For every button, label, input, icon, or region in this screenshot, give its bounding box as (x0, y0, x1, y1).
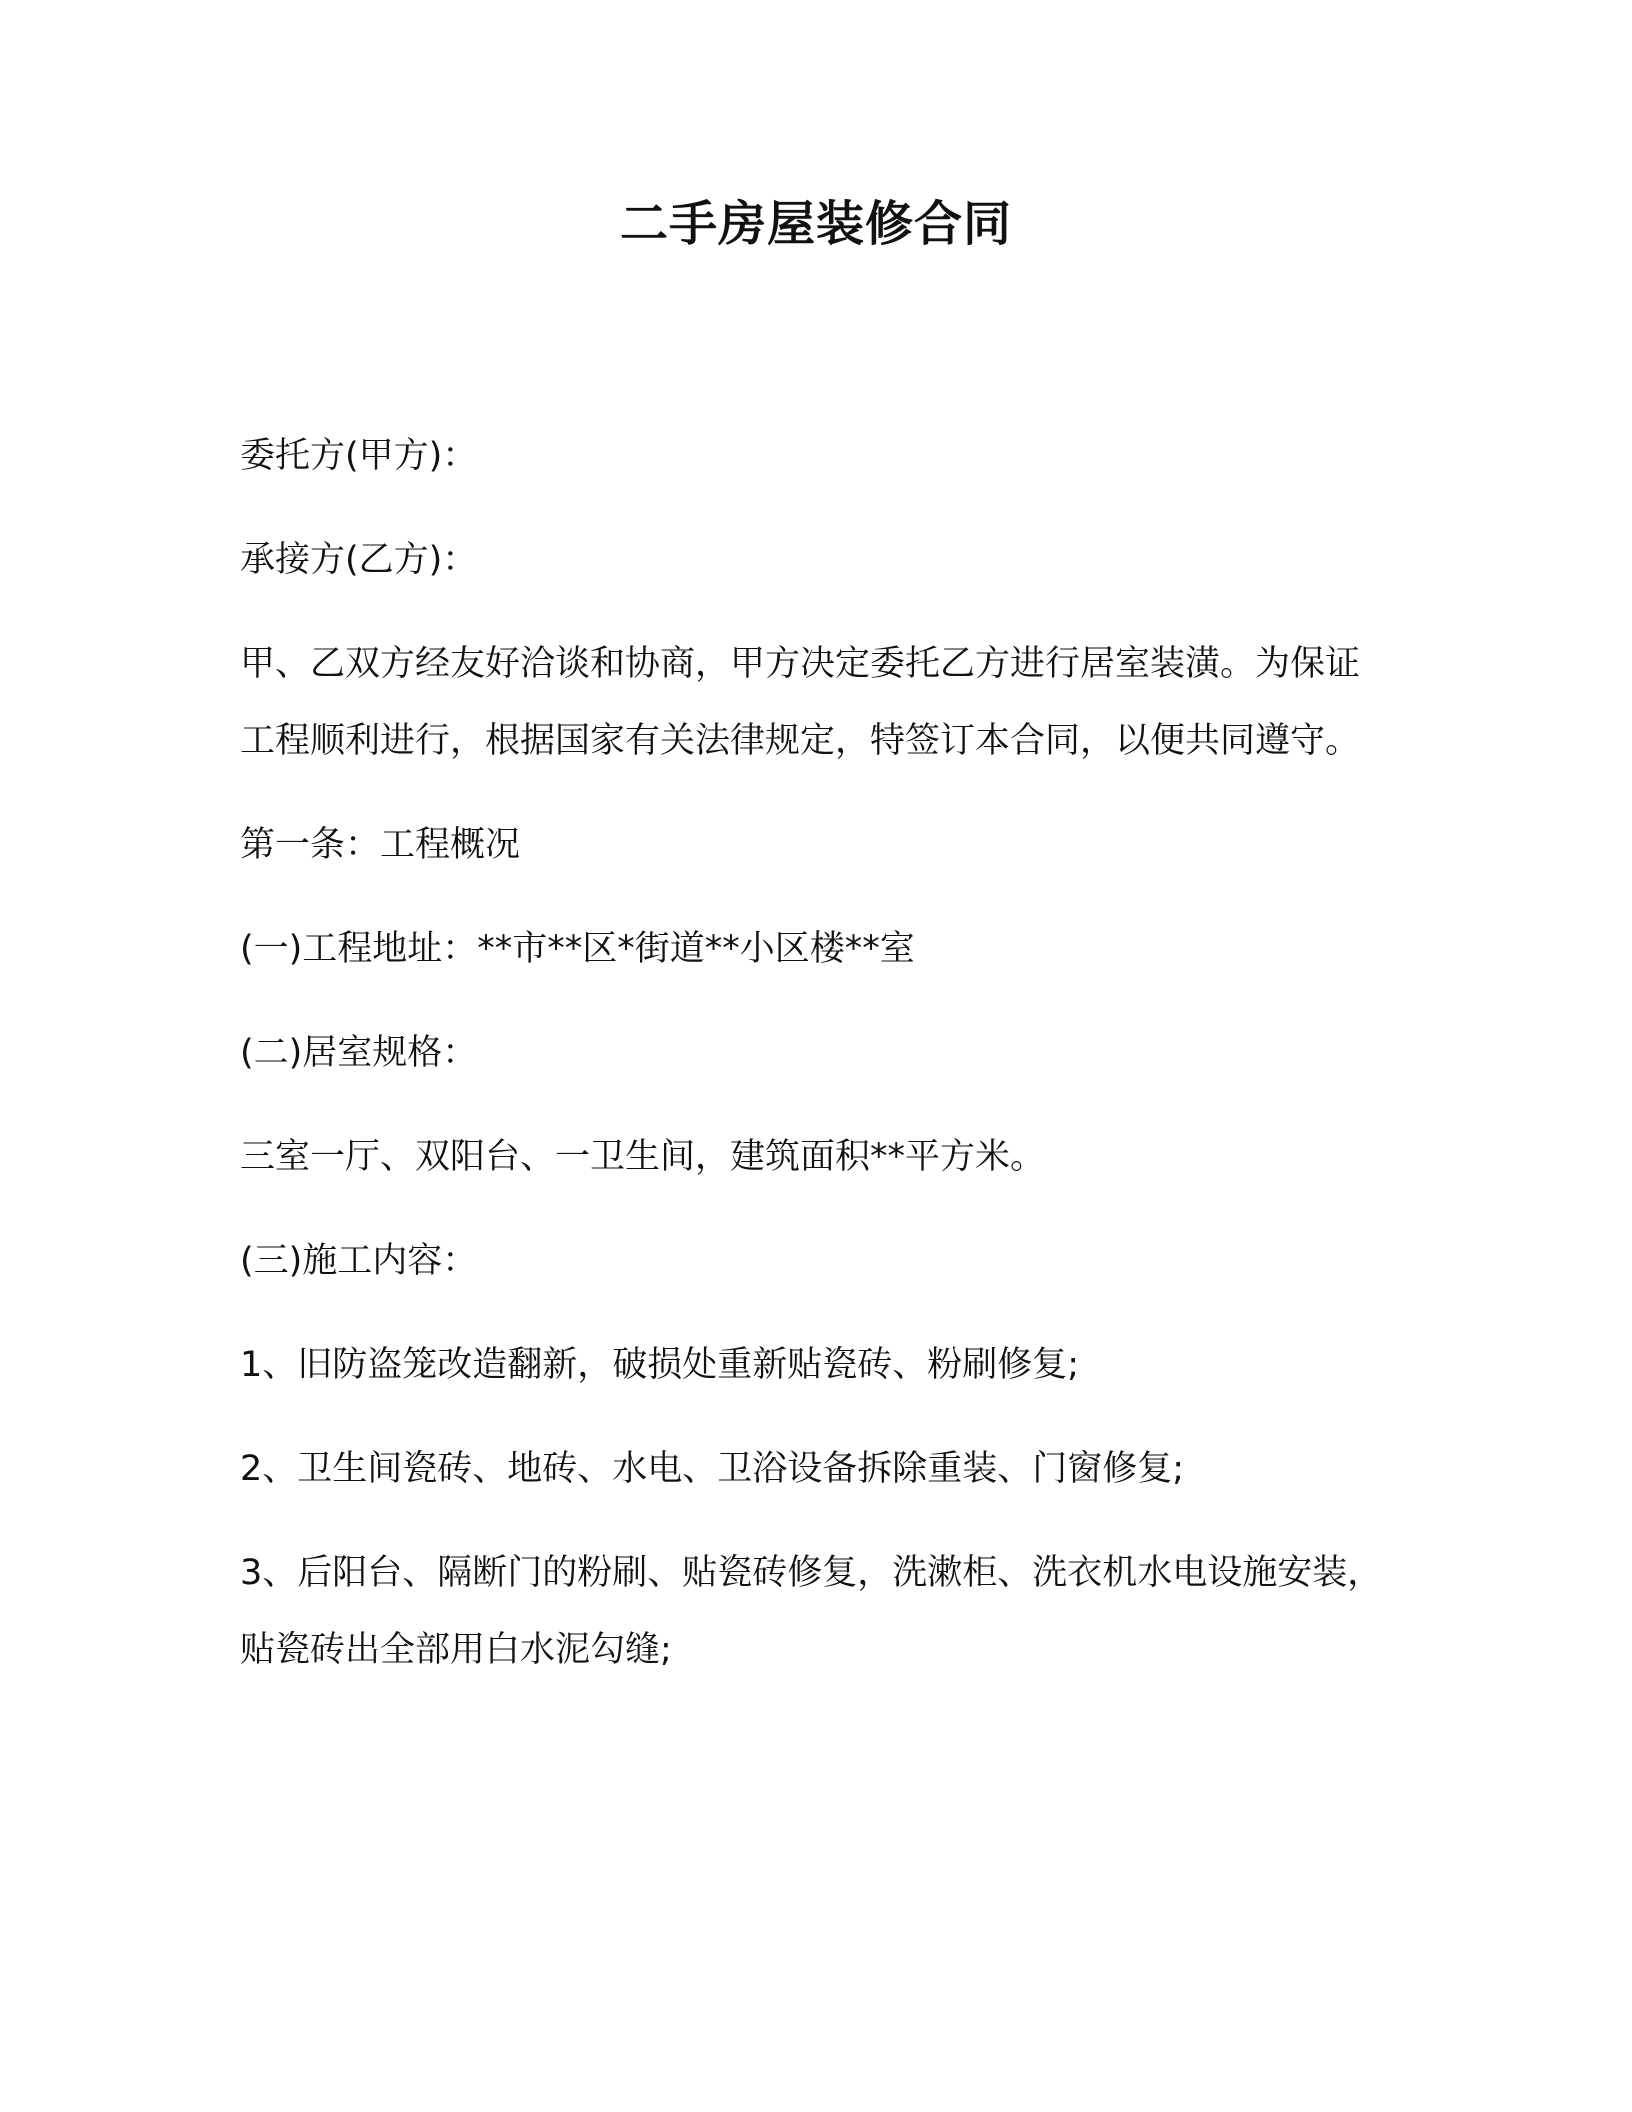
article-one-heading: 第一条：工程概况 (240, 825, 521, 865)
party-a-line: 委托方(甲方)： (240, 436, 478, 476)
document-body (240, 418, 1390, 1716)
project-address-line: (一)工程地址：**市**区*街道**小区楼**室 (240, 929, 915, 969)
work-content-heading: (三)施工内容： (240, 1241, 478, 1281)
room-spec-heading: (二)居室规格： (240, 1033, 478, 1073)
room-spec-line: 三室一厅、双阳台、一卫生间，建筑面积**平方米。 (240, 1137, 1046, 1177)
document-title: 二手房屋装修合同 (619, 196, 1012, 252)
work-item-3: 3、后阳台、隔断门的粉刷、贴瓷砖修复，洗漱柜、洗衣机水电设施安装，贴瓷砖出全部用白水泥勾缝; (240, 1553, 1383, 1670)
work-item-1: 1、旧防盗笼改造翻新，破损处重新贴瓷砖、粉刷修复; (240, 1345, 1080, 1385)
work-item-2: 2、卫生间瓷砖、地砖、水电、卫浴设备拆除重装、门窗修复; (240, 1449, 1185, 1489)
preamble-paragraph: 甲、乙双方经友好洽谈和协商，甲方决定委托乙方进行居室装潢。为保证工程顺利进行，根据国家有关法律规定，特签订本合同，以便共同遵守。 (240, 644, 1361, 761)
party-b-line: 承接方(乙方)： (240, 540, 478, 580)
